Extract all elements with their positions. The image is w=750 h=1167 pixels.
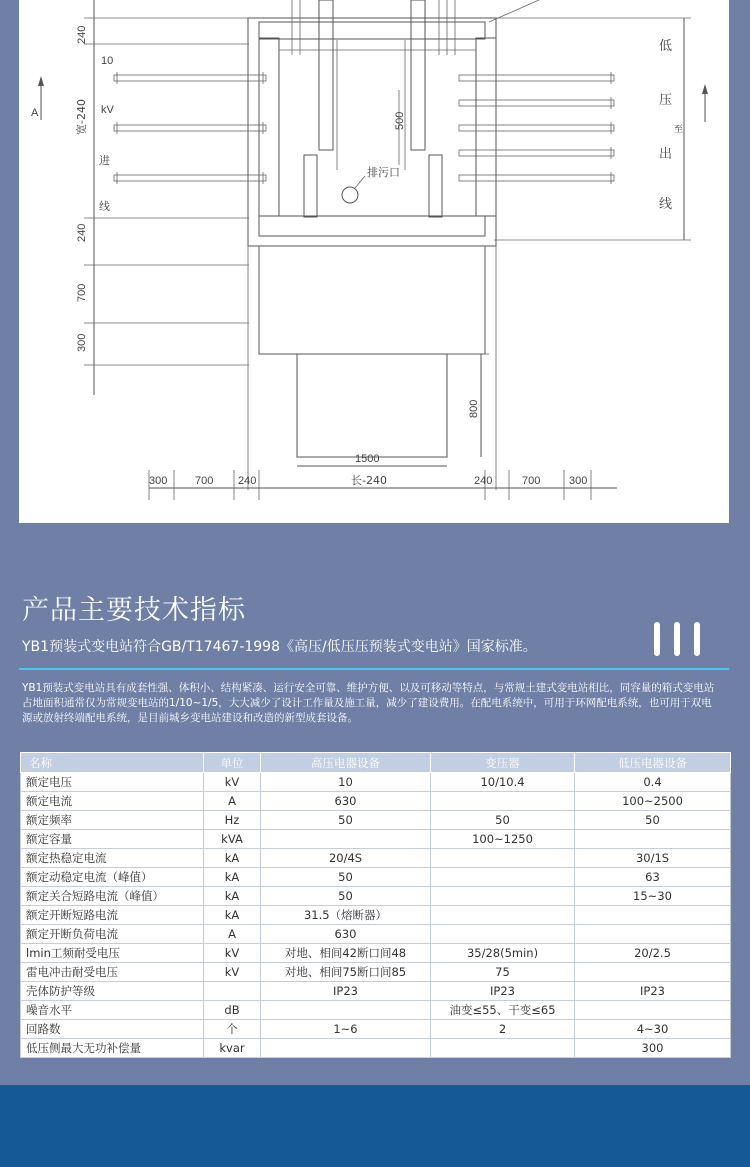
header-unit: 单位 bbox=[204, 753, 261, 773]
hv-in-2: 线 bbox=[99, 200, 110, 213]
cell: 15~30 bbox=[575, 887, 731, 906]
cell bbox=[261, 830, 431, 849]
cell: Hz bbox=[204, 811, 261, 830]
bottom-300-left: 300 bbox=[149, 475, 168, 487]
cell: 50 bbox=[575, 811, 731, 830]
bars-icon bbox=[654, 622, 700, 656]
cell: A bbox=[204, 792, 261, 811]
cell bbox=[431, 849, 575, 868]
cell: kA bbox=[204, 849, 261, 868]
header-transformer: 变压器 bbox=[431, 753, 575, 773]
cell: 31.5（熔断器） bbox=[261, 906, 431, 925]
table-header-row bbox=[21, 753, 731, 773]
dim-300-left: 300 bbox=[76, 333, 88, 352]
foundation-plan-svg bbox=[19, 0, 729, 523]
cell: 个 bbox=[204, 1020, 261, 1039]
cell bbox=[431, 792, 575, 811]
header-name: 名称 bbox=[21, 753, 204, 773]
table-row bbox=[21, 925, 731, 944]
bottom-240-left: 240 bbox=[238, 475, 257, 487]
header-lv: 低压电器设备 bbox=[575, 753, 731, 773]
cell: 额定容量 bbox=[21, 830, 204, 849]
cell: 100~1250 bbox=[431, 830, 575, 849]
dim-240-top: 240 bbox=[76, 25, 88, 44]
lv-1: 低 bbox=[659, 39, 673, 54]
cell: 10 bbox=[261, 773, 431, 792]
lv-2: 压 bbox=[659, 93, 673, 108]
lv-4: 线 bbox=[659, 197, 673, 212]
section-a-left: A bbox=[31, 107, 39, 119]
lv-3: 出 bbox=[659, 147, 673, 162]
cell: 75 bbox=[431, 963, 575, 982]
cell bbox=[575, 963, 731, 982]
cell: dB bbox=[204, 1001, 261, 1020]
cell: 4~30 bbox=[575, 1020, 731, 1039]
cell: 100~2500 bbox=[575, 792, 731, 811]
cell: 35/28(5min) bbox=[431, 944, 575, 963]
bottom-700-right: 700 bbox=[522, 475, 541, 487]
cell: 对地、相间75断口间85 bbox=[261, 963, 431, 982]
cell: 50 bbox=[261, 811, 431, 830]
section-title: 产品主要技术指标 bbox=[22, 595, 246, 626]
table-row bbox=[21, 773, 731, 792]
cell: 0.4 bbox=[575, 773, 731, 792]
cell: 30/1S bbox=[575, 849, 731, 868]
table-row bbox=[21, 906, 731, 925]
cell: 额定关合短路电流（峰值） bbox=[21, 887, 204, 906]
bottom-length: 长-240 bbox=[351, 474, 387, 487]
hv-in-1: 进 bbox=[99, 154, 110, 167]
table-row bbox=[21, 1039, 731, 1058]
cell: 额定开断短路电流 bbox=[21, 906, 204, 925]
cell bbox=[575, 925, 731, 944]
dim-1500: 1500 bbox=[355, 453, 380, 465]
bottom-band bbox=[0, 1085, 750, 1167]
cell bbox=[575, 830, 731, 849]
header-hv: 高压电器设备 bbox=[261, 753, 431, 773]
cell: IP23 bbox=[575, 982, 731, 1001]
cell bbox=[431, 887, 575, 906]
cell: 300 bbox=[575, 1039, 731, 1058]
cell: kA bbox=[204, 906, 261, 925]
cell: kVA bbox=[204, 830, 261, 849]
cell: kvar bbox=[204, 1039, 261, 1058]
dim-500: 500 bbox=[394, 111, 406, 130]
cell: 雷电冲击耐受电压 bbox=[21, 963, 204, 982]
cell: 额定频率 bbox=[21, 811, 204, 830]
cell: IP23 bbox=[261, 982, 431, 1001]
hv-10: 10 bbox=[101, 55, 114, 67]
cell bbox=[431, 925, 575, 944]
table-row bbox=[21, 792, 731, 811]
cell: 20/4S bbox=[261, 849, 431, 868]
cell: kV bbox=[204, 944, 261, 963]
table-row bbox=[21, 868, 731, 887]
table-row bbox=[21, 830, 731, 849]
dim-700-left: 700 bbox=[76, 283, 88, 302]
cell: 油变≤55、干变≤65 bbox=[431, 1001, 575, 1020]
cell: 额定开断负荷电流 bbox=[21, 925, 204, 944]
lv-cables bbox=[459, 72, 614, 184]
dim-800: 800 bbox=[468, 399, 480, 418]
table-row bbox=[21, 811, 731, 830]
cell: 20/2.5 bbox=[575, 944, 731, 963]
dim-240-mid: 240 bbox=[76, 223, 88, 242]
cell: kA bbox=[204, 868, 261, 887]
cell: lmin工频耐受电压 bbox=[21, 944, 204, 963]
cell bbox=[431, 1039, 575, 1058]
cell: 对地、相间42断口间48 bbox=[261, 944, 431, 963]
bottom-300-right: 300 bbox=[569, 475, 588, 487]
layout-drawing bbox=[19, 0, 729, 523]
cell bbox=[261, 1039, 431, 1058]
cell: 回路数 bbox=[21, 1020, 204, 1039]
spec-table bbox=[20, 752, 731, 1058]
table-row bbox=[21, 849, 731, 868]
cell: kV bbox=[204, 773, 261, 792]
table-row bbox=[21, 944, 731, 963]
section-body: YB1预装式变电站具有成套性强、体积小、结构紧凑、运行安全可靠、维护方便、以及可移动等特点，与常规土建式变电站相比，同容量的箱式变电站占地面积通常仅为常规变电站的1/10~1/5，大大减少了设计工作量及施工量，减少了建设费用。在配电系统中，可用于环网配电系统，也可用于双电源或放射终端配电系统，是目前城乡变电站建设和改造的新型成套设备。 bbox=[22, 682, 715, 724]
lv-small: 至 bbox=[674, 125, 684, 135]
drain-label: 排污口 bbox=[367, 166, 400, 179]
cell: 额定动稳定电流（峰值） bbox=[21, 868, 204, 887]
cell: 额定电压 bbox=[21, 773, 204, 792]
cell bbox=[575, 1001, 731, 1020]
cell bbox=[431, 868, 575, 887]
cell: 50 bbox=[431, 811, 575, 830]
cell: 低压侧最大无功补偿量 bbox=[21, 1039, 204, 1058]
cell: 1~6 bbox=[261, 1020, 431, 1039]
cell: 63 bbox=[575, 868, 731, 887]
cell: 50 bbox=[261, 887, 431, 906]
cell bbox=[575, 906, 731, 925]
bottom-700-left: 700 bbox=[195, 475, 214, 487]
cell: A bbox=[204, 925, 261, 944]
cell: 壳体防护等级 bbox=[21, 982, 204, 1001]
table-row bbox=[21, 1001, 731, 1020]
table-row bbox=[21, 887, 731, 906]
section-divider bbox=[19, 668, 729, 670]
cell: kV bbox=[204, 963, 261, 982]
cell bbox=[204, 982, 261, 1001]
cell: 10/10.4 bbox=[431, 773, 575, 792]
cell bbox=[431, 906, 575, 925]
section-subtitle: YB1预装式变电站符合GB/T17467-1998《高压/低压压预装式变电站》国家标准。 bbox=[22, 639, 537, 655]
cell: 630 bbox=[261, 792, 431, 811]
table-row bbox=[21, 982, 731, 1001]
cell: 630 bbox=[261, 925, 431, 944]
cell bbox=[261, 1001, 431, 1020]
cell: 2 bbox=[431, 1020, 575, 1039]
dim-width: 宽-240 bbox=[75, 99, 88, 135]
table-row bbox=[21, 963, 731, 982]
cell: 额定电流 bbox=[21, 792, 204, 811]
table-row bbox=[21, 1020, 731, 1039]
cell: 额定热稳定电流 bbox=[21, 849, 204, 868]
cell: kA bbox=[204, 887, 261, 906]
hv-cables bbox=[114, 72, 266, 184]
cell: 50 bbox=[261, 868, 431, 887]
cell: IP23 bbox=[431, 982, 575, 1001]
hv-kv: kV bbox=[101, 104, 114, 116]
bottom-240-right: 240 bbox=[474, 475, 493, 487]
cell: 噪音水平 bbox=[21, 1001, 204, 1020]
